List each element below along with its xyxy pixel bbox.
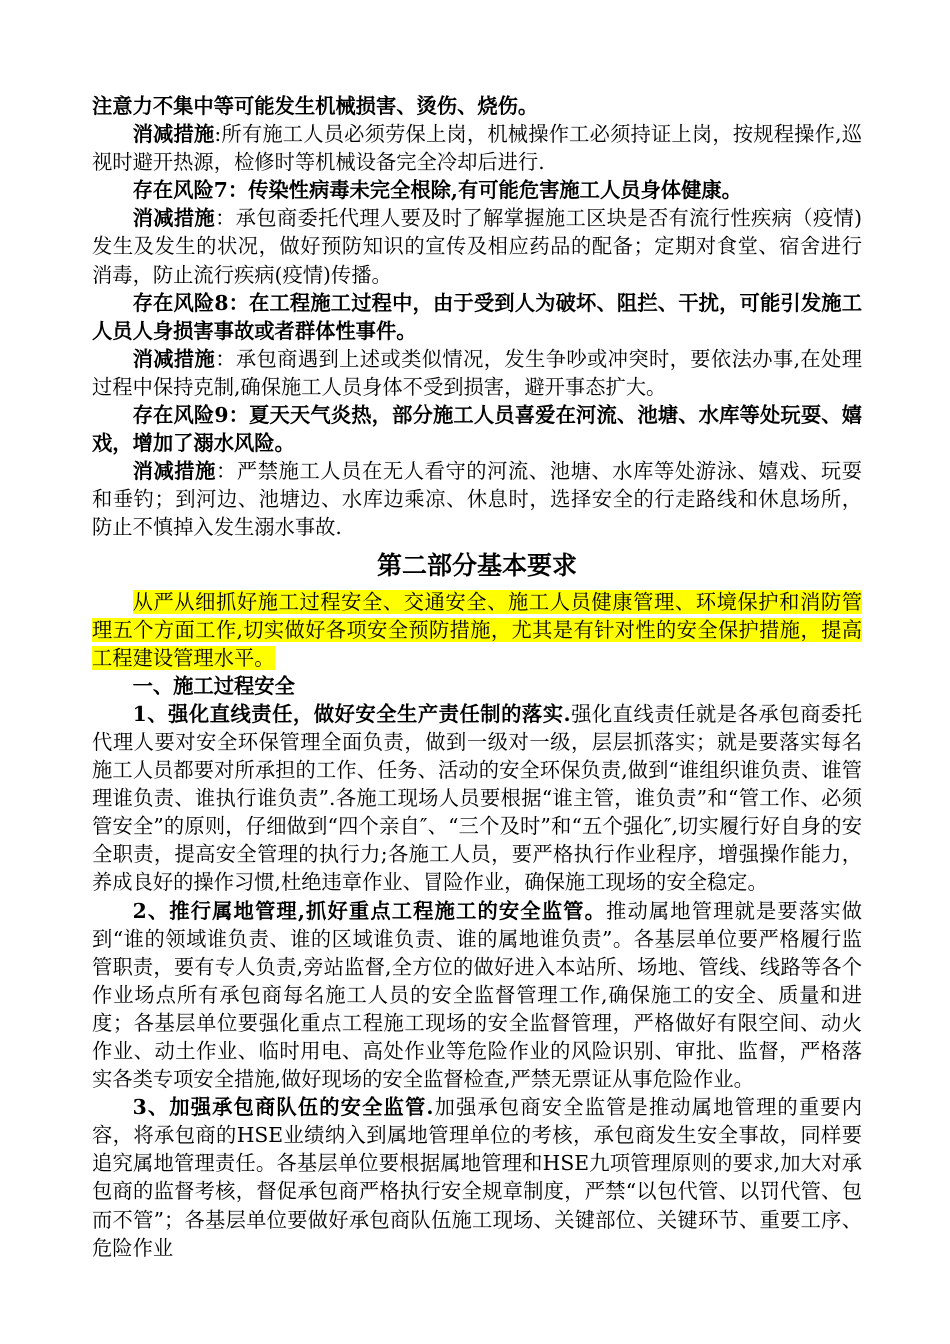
mitigation-label: 消减措施 [132,459,217,484]
item-lead: 2、推行属地管理,抓好重点工程施工的安全监管。 [132,898,607,923]
subheading-construction-safety: 一、施工过程安全 [132,673,295,698]
highlighted-paragraph [92,588,862,672]
item-text: 推动属地管理就是要落实做到“谁的领域谁负责、谁的区域谁负责、谁的属地谁负责”。各基层单位要严格履行监管职责，要有专人负责,旁站监督,全方位的做好进入本站所、场地、管线、线路等各个作业场点所有承包商每名施工人员的安全监督管理工作,确保施工的安全、质量和进度；各基层单位要强化重点工程施工现场的安全监督管理，严格做好有限空间、动火作业、动土作业、临时用电、高处作业等危险作业的风险识别、审批、监督，严格落实各类专项安全措施,做好现场的安全监督检查,严禁无票证从事危险作业。 [92,898,862,1092]
item-3 [92,1093,862,1262]
paragraph-risk-8: 存在风险8：在工程施工过程中，由于受到人为破坏、阻拦、干扰，可能引发施工人员人身损害事故或者群体性事件。 [92,290,862,343]
mitigation-label: 消减措施 [132,122,215,147]
paragraph-risk-7: 存在风险7：传染性病毒未完全根除,有可能危害施工人员身体健康。 [132,178,742,203]
paragraph-risk-9: 存在风险9：夏天天气炎热，部分施工人员喜爱在河流、池塘、水库等处玩耍、嬉戏，增加了溺水风险。 [92,403,862,456]
paragraph-mitigation-9 [92,457,862,541]
paragraph-mitigation-6 [92,120,862,176]
item-text: 加强承包商安全监管是推动属地管理的重要内容，将承包商的HSE业绩纳入到属地管理单位的考核，承包商发生安全事故，同样要追究属地管理责任。各基层单位要根据属地管理和HSE九项管理原则的要求,加大对承包商的监督考核，督促承包商严格执行安全规章制度，严禁“以包代管、以罚代管、包而不管”；各基层单位要做好承包商队伍施工现场、关键部位、关键环节、重要工序、危险作业 [92,1095,862,1260]
highlight-text: 从严从细抓好施工过程安全、交通安全、施工人员健康管理、环境保护和消防管理五个方面工作,切实做好各项安全预防措施，尤其是有针对性的安全保护措施，提高工程建设管理水平。 [92,589,862,670]
mitigation-text: ：承包商遇到上述或类似情况，发生争吵或冲突时，要依法办事,在处理过程中保持克制,确保施工人员身体不受到损害，避开事态扩大。 [92,346,862,399]
mitigation-label: 消减措施 [132,206,216,231]
item-lead: 1、强化直线责任，做好安全生产责任制的落实. [132,701,571,726]
section-heading: 第二部分基本要求 [376,550,577,580]
item-text: 强化直线责任就是各承包商委托代理人要对安全环保管理全面负责，做到一级对一级，层层抓落实；就是要落实每名施工人员都要对所承担的工作、任务、活动的安全环保负责,做到“谁组织谁负责、谁管理谁负责、谁执行谁负责”.各施工现场人员要根据“谁主管，谁负责”和“管工作、必须管安全”的原则，仔细做到“四个亲自″、“三个及时”和“五个强化″,切实履行好自身的安全职责，提高安全管理的执行力;各施工人员，要严格执行作业程序，增强操作能力，养成良好的操作习惯,杜绝违章作业、冒险作业，确保施工现场的安全稳定。 [92,701,862,895]
paragraph-risk6-tail: 注意力不集中等可能发生机械损害、烫伤、烧伤。 [92,94,539,118]
mitigation-text: ：承包商委托代理人要及时了解掌握施工区块是否有流行性疾病（疫情)发生及发生的状况，做好预防知识的宣传及相应药品的配备；定期对食堂、宿舍进行消毒，防止流行疾病(疫情)传播。 [92,206,862,287]
paragraph-mitigation-8 [92,345,862,401]
item-lead: 3、加强承包商队伍的安全监管. [132,1095,434,1120]
mitigation-text: :所有施工人员必须劳保上岗，机械操作工必须持证上岗，按规程操作,巡视时避开热源，检修时等机械设备完全冷却后进行. [92,122,862,175]
mitigation-label: 消减措施 [132,346,216,371]
item-2 [92,897,862,1094]
item-1 [92,700,862,897]
paragraph-mitigation-7 [92,204,862,288]
mitigation-text: ：严禁施工人员在无人看守的河流、池塘、水库等处游泳、嬉戏、玩耍和垂钓；到河边、池塘边、水库边乘凉、休息时，选择安全的行走路线和休息场所，防止不慎掉入发生溺水事故. [92,459,862,540]
